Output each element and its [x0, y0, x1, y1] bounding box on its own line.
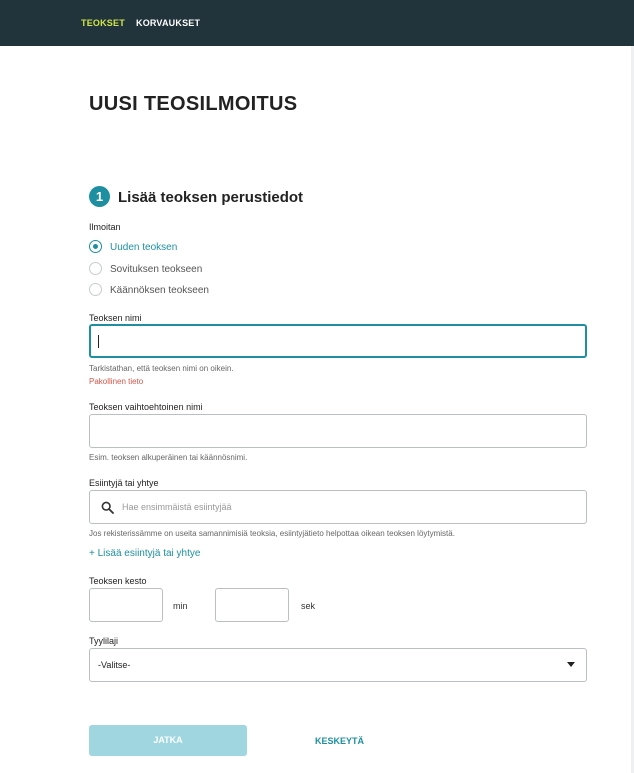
add-performer-link[interactable]: + Lisää esiintyjä tai yhtye [89, 548, 201, 559]
cancel-button[interactable]: KESKEYTÄ [315, 736, 365, 746]
genre-select[interactable] [89, 648, 587, 682]
minutes-unit: min [173, 601, 188, 611]
radio-label: Uuden teoksen [110, 242, 178, 253]
duration-label: Teoksen kesto [89, 576, 147, 586]
step-number-badge: 1 [89, 186, 110, 207]
work-name-input[interactable] [89, 324, 587, 358]
nav-korvaukset[interactable]: KORVAUKSET [136, 18, 201, 28]
radio-sovituksen-teokseen[interactable] [89, 262, 219, 276]
radio-button[interactable] [89, 262, 102, 275]
seconds-unit: sek [301, 601, 316, 611]
alt-name-label: Teoksen vaihtoehtoinen nimi [89, 402, 203, 412]
performer-search-input[interactable] [89, 490, 587, 524]
work-name-hint: Tarkistathan, että teoksen nimi on oikein. [89, 364, 234, 373]
alt-name-hint: Esim. teoksen alkuperäinen tai käännösnimi. [89, 453, 248, 462]
radio-button-checked[interactable] [89, 240, 102, 253]
work-name-error: Pakollinen tieto [89, 377, 144, 386]
alt-name-input[interactable] [89, 414, 587, 448]
radio-kaannoksen-teokseen[interactable] [89, 283, 224, 297]
performer-hint: Jos rekisterissämme on useita samannimisiä teoksia, esiintyjätieto helpottaa oikean teoksen löytymistä. [89, 529, 455, 538]
radio-label: Käännöksen teokseen [110, 285, 209, 296]
genre-label: Tyylilaji [89, 636, 119, 646]
continue-button[interactable]: JATKA [89, 725, 247, 756]
performer-label: Esiintyjä tai yhtye [89, 478, 159, 488]
page-title: UUSI TEOSILMOITUS [89, 93, 298, 115]
radio-button[interactable] [89, 283, 102, 296]
work-name-label: Teoksen nimi [89, 313, 142, 323]
search-icon [101, 501, 114, 514]
duration-seconds-input[interactable] [215, 588, 289, 622]
top-navigation-bar [0, 0, 634, 46]
duration-minutes-input[interactable] [89, 588, 163, 622]
nav-teokset[interactable]: TEOKSET [81, 18, 125, 28]
step-title: Lisää teoksen perustiedot [118, 189, 304, 206]
performer-placeholder: Hae ensimmäistä esiintyjää [122, 502, 232, 512]
radio-uuden-teoksen[interactable] [89, 240, 209, 254]
text-cursor [98, 335, 99, 348]
radio-label: Sovituksen teokseen [110, 264, 203, 275]
genre-selected-value: -Valitse- [98, 660, 131, 670]
chevron-down-icon [567, 662, 575, 667]
ilmoitan-label: Ilmoitan [89, 222, 121, 232]
